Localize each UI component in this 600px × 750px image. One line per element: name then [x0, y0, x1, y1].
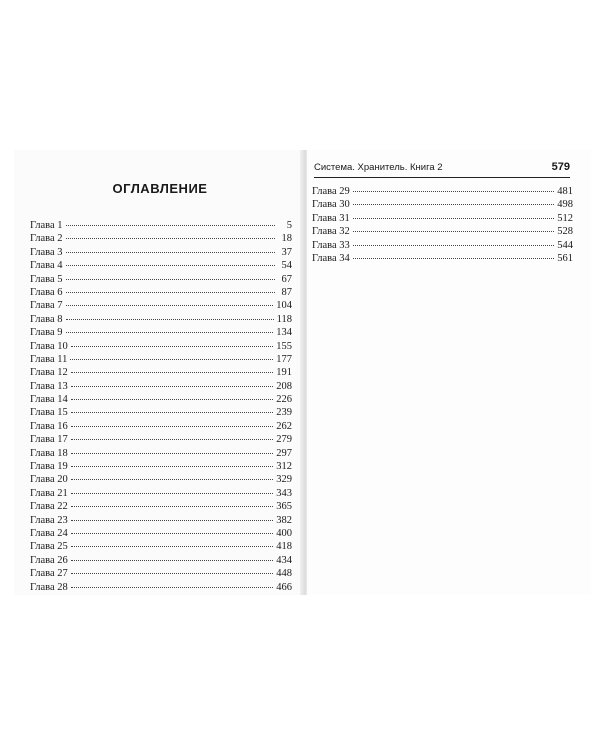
dot-leader	[66, 251, 275, 253]
toc-entry	[30, 259, 292, 272]
dot-leader	[66, 304, 274, 306]
dot-leader	[71, 465, 273, 467]
chapter-page: 343	[276, 487, 292, 499]
toc-entry	[30, 406, 292, 419]
chapter-label: Глава 14	[30, 394, 68, 406]
chapter-page: 279	[276, 434, 292, 446]
chapter-page: 512	[557, 212, 573, 224]
toc-entry	[312, 212, 573, 225]
dot-leader	[66, 331, 274, 333]
chapter-page: 448	[276, 568, 292, 580]
toc-entry	[30, 581, 292, 594]
chapter-label: Глава 6	[30, 286, 63, 298]
toc-entry	[30, 487, 292, 500]
toc-list-right	[312, 185, 573, 265]
chapter-label: Глава 32	[312, 226, 350, 238]
chapter-page: 312	[276, 461, 292, 473]
chapter-label: Глава 21	[30, 487, 68, 499]
dot-leader	[66, 318, 274, 320]
chapter-page: 191	[276, 367, 292, 379]
dot-leader	[71, 545, 273, 547]
chapter-page: 329	[276, 474, 292, 486]
chapter-label: Глава 16	[30, 420, 68, 432]
chapter-label: Глава 25	[30, 541, 68, 553]
chapter-label: Глава 20	[30, 474, 68, 486]
toc-entry	[30, 447, 292, 460]
dot-leader	[66, 237, 275, 239]
toc-title: ОГЛАВЛЕНИЕ	[112, 181, 208, 196]
toc-entry	[30, 554, 292, 567]
chapter-page: 561	[557, 252, 573, 264]
dot-leader	[353, 203, 554, 205]
toc-entry	[30, 500, 292, 513]
chapter-label: Глава 29	[312, 186, 350, 197]
dot-leader	[71, 505, 273, 507]
toc-entry	[30, 313, 292, 326]
chapter-page: 434	[276, 554, 292, 566]
chapter-page: 481	[557, 186, 573, 197]
dot-leader	[71, 519, 273, 521]
toc-entry	[30, 514, 292, 527]
dot-leader	[71, 411, 273, 413]
chapter-label: Глава 4	[30, 260, 63, 272]
toc-entry	[30, 340, 292, 353]
chapter-label: Глава 31	[312, 212, 350, 224]
toc-entry	[30, 567, 292, 580]
toc-entry	[30, 420, 292, 433]
chapter-page: 544	[557, 239, 573, 251]
toc-entry	[30, 232, 292, 245]
dot-leader	[71, 371, 273, 373]
dot-leader	[71, 425, 273, 427]
dot-leader	[71, 559, 273, 561]
chapter-page: 382	[276, 514, 292, 526]
dot-leader	[71, 345, 273, 347]
dot-leader	[71, 586, 273, 588]
toc-entry	[312, 198, 573, 211]
chapter-page: 134	[276, 327, 292, 339]
chapter-label: Глава 19	[30, 461, 68, 473]
chapter-page: 177	[276, 353, 292, 365]
chapter-label: Глава 5	[30, 273, 63, 285]
chapter-page: 104	[276, 300, 292, 312]
chapter-label: Глава 23	[30, 514, 68, 526]
chapter-label: Глава 10	[30, 340, 68, 352]
chapter-page: 528	[557, 226, 573, 238]
chapter-page: 208	[276, 380, 292, 392]
dot-leader	[353, 244, 554, 246]
dot-leader	[353, 190, 554, 192]
toc-entry	[30, 286, 292, 299]
dot-leader	[71, 385, 273, 387]
toc-entry	[30, 299, 292, 312]
chapter-page: 262	[276, 420, 292, 432]
toc-entry	[312, 185, 573, 198]
chapter-label: Глава 28	[30, 581, 68, 593]
dot-leader	[353, 257, 554, 259]
chapter-label: Глава 1	[30, 220, 63, 231]
toc-entry	[30, 527, 292, 540]
chapter-page: 18	[281, 233, 292, 245]
chapter-page: 365	[276, 501, 292, 513]
dot-leader	[66, 291, 275, 293]
toc-entry	[30, 433, 292, 446]
chapter-page: 239	[276, 407, 292, 419]
dot-leader	[71, 572, 273, 574]
chapter-page: 67	[281, 273, 292, 285]
chapter-label: Глава 12	[30, 367, 68, 379]
chapter-label: Глава 24	[30, 527, 68, 539]
dot-leader	[66, 264, 275, 266]
toc-list-left	[30, 219, 292, 594]
chapter-label: Глава 8	[30, 313, 63, 325]
chapter-page: 297	[276, 447, 292, 459]
dot-leader	[71, 478, 273, 480]
book-title: Система. Хранитель. Книга 2	[314, 162, 443, 173]
toc-entry	[30, 246, 292, 259]
chapter-page: 5	[286, 220, 292, 231]
dot-leader	[71, 452, 273, 454]
dot-leader	[71, 532, 273, 534]
chapter-page: 418	[276, 541, 292, 553]
chapter-page: 37	[281, 246, 292, 258]
chapter-label: Глава 34	[312, 252, 350, 264]
toc-entry	[30, 473, 292, 486]
chapter-label: Глава 17	[30, 434, 68, 446]
dot-leader	[71, 492, 273, 494]
chapter-label: Глава 3	[30, 246, 63, 258]
chapter-label: Глава 11	[30, 353, 68, 365]
chapter-label: Глава 18	[30, 447, 68, 459]
chapter-page: 466	[276, 581, 292, 593]
toc-entry	[30, 380, 292, 393]
chapter-page: 54	[281, 260, 292, 272]
chapter-label: Глава 30	[312, 199, 350, 211]
dot-leader	[71, 398, 273, 400]
page-number: 579	[551, 161, 570, 173]
dot-leader	[71, 438, 273, 440]
chapter-page: 400	[276, 527, 292, 539]
chapter-label: Глава 13	[30, 380, 68, 392]
chapter-label: Глава 27	[30, 568, 68, 580]
toc-entry	[30, 460, 292, 473]
chapter-label: Глава 26	[30, 554, 68, 566]
chapter-label: Глава 2	[30, 233, 63, 245]
toc-entry	[30, 366, 292, 379]
toc-entry	[312, 239, 573, 252]
chapter-page: 87	[281, 286, 292, 298]
dot-leader	[353, 217, 554, 219]
chapter-label: Глава 7	[30, 300, 63, 312]
chapter-label: Глава 9	[30, 327, 63, 339]
chapter-page: 155	[276, 340, 292, 352]
toc-entry	[30, 326, 292, 339]
toc-entry	[30, 353, 292, 366]
toc-entry	[30, 273, 292, 286]
dot-leader	[66, 278, 275, 280]
toc-entry	[312, 252, 573, 265]
running-head	[314, 161, 570, 178]
toc-entry	[30, 219, 292, 232]
chapter-label: Глава 22	[30, 501, 68, 513]
toc-entry	[30, 540, 292, 553]
toc-entry	[312, 225, 573, 238]
chapter-page: 498	[557, 199, 573, 211]
chapter-label: Глава 15	[30, 407, 68, 419]
dot-leader	[66, 224, 275, 226]
toc-entry	[30, 393, 292, 406]
dot-leader	[353, 230, 554, 232]
chapter-label: Глава 33	[312, 239, 350, 251]
chapter-page: 118	[276, 313, 292, 325]
chapter-page: 226	[276, 394, 292, 406]
dot-leader	[70, 358, 273, 360]
